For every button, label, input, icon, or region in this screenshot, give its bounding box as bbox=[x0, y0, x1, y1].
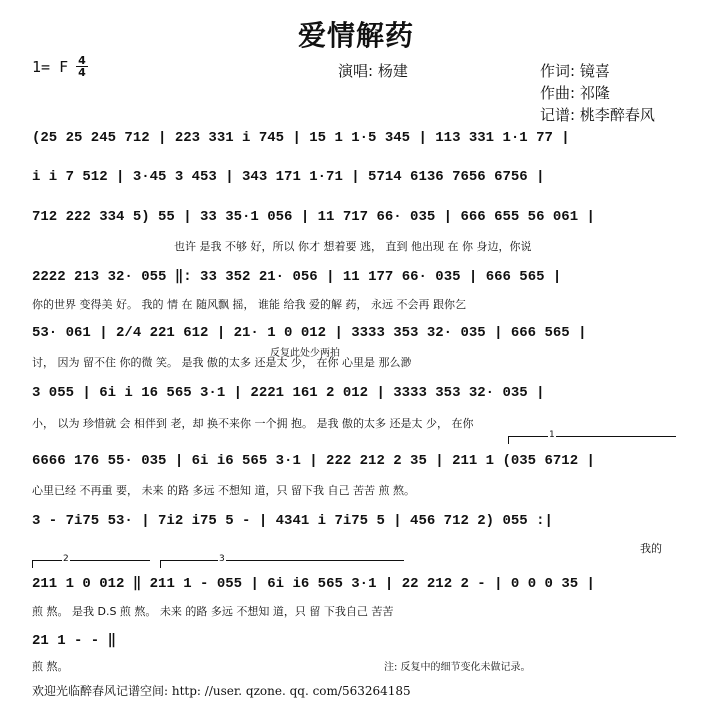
score-line-7: 6666 176 55· 035 | 6i i6 565 3·1 | 222 212 2 35 | 211 1 (035 6712 | bbox=[32, 453, 595, 469]
transcriber-credit: 记谱: 桃李醉春风 bbox=[540, 106, 655, 124]
volta-number-2: 2 bbox=[63, 554, 69, 564]
score-line-2: i i 7 512 | 3·45 3 453 | 343 171 1·71 | 5714 6136 7656 6756 | bbox=[32, 169, 545, 185]
lyric-line-4: 你的世界 变得美 好。 我的 情 在 随风飘 摇， 谁能 给我 爱的解 药， 永远 不会再 跟你乞 bbox=[32, 298, 466, 311]
footer-link-text: 欢迎光临醉春风记谱空间: http: //user. qzone. qq. com/563264185 bbox=[32, 684, 411, 698]
volta-bracket-2 bbox=[32, 560, 150, 561]
volta-number-1: 1 bbox=[549, 430, 555, 440]
breath-annotation: 反复此处少两拍 bbox=[270, 348, 340, 359]
score-line-4: 2222 213 32· 055 ‖: 33 352 21· 056 | 11 177 66· 035 | 666 565 | bbox=[32, 269, 562, 285]
volta-bracket-3-tick bbox=[160, 560, 161, 568]
footnote: 注: 反复中的细节变化未做记录。 bbox=[384, 662, 531, 673]
lyric-line-10: 煎 熬。 bbox=[32, 660, 69, 673]
time-signature-top: 4 bbox=[76, 55, 88, 67]
volta-number-3: 3 bbox=[219, 554, 225, 564]
lyric-line-5: 讨， 因为 留不住 你的微 笑。 是我 傲的太多 还是太 少， 在你 心里是 那么渺 bbox=[32, 356, 412, 369]
score-line-6: 3 055 | 6i i 16 565 3·1 | 2221 161 2 012 | 3333 353 32· 035 | bbox=[32, 385, 545, 401]
lyric-line-6: 小， 以为 珍惜就 会 相伴到 老，却 换不来你 一个拥 抱。 是我 傲的太多 还是太 少， 在你 bbox=[32, 417, 474, 430]
time-signature bbox=[76, 55, 88, 78]
page-title: 爱情解药 bbox=[297, 19, 414, 52]
volta-bracket-1 bbox=[508, 436, 676, 437]
singer-credit: 演唱: 杨建 bbox=[338, 62, 408, 80]
volta-bracket-2-tick bbox=[32, 560, 33, 568]
key-signature: 1= F bbox=[32, 58, 69, 76]
lyric-line-9: 煎 熬。 是我 D.S 煎 熬。 未来 的路 多远 不想知 道，只 留 下我自己 苦苦 bbox=[32, 605, 394, 618]
time-signature-bottom: 4 bbox=[78, 66, 86, 79]
lyric-line-8: 我的 bbox=[640, 542, 662, 555]
composer-credit: 作曲: 祁隆 bbox=[540, 84, 610, 102]
volta-bracket-3 bbox=[160, 560, 404, 561]
lyric-line-3: 也许 是我 不够 好，所以 你才 想着要 逃， 直到 他出现 在 你 身边，你说 bbox=[174, 240, 532, 253]
score-line-8: 3 - 7i75 53· | 7i2 i75 5 - | 4341 i 7i75 5 | 456 712 2) 055 :| bbox=[32, 513, 553, 529]
score-line-10: 21 1 - - ‖ bbox=[32, 633, 117, 649]
volta-bracket-1-tick bbox=[508, 436, 509, 444]
score-line-9: 211 1 0 012 ‖ 211 1 - 055 | 6i i6 565 3·1 | 22 212 2 - | 0 0 0 35 | bbox=[32, 576, 595, 592]
score-line-3: 712 222 334 5) 55 | 33 35·1 056 | 11 717 66· 035 | 666 655 56 061 | bbox=[32, 209, 595, 225]
lyric-line-7: 心里已经 不再重 要， 未来 的路 多远 不想知 道，只 留下我 自己 苦苦 煎 熬。 bbox=[32, 484, 415, 497]
lyricist-credit: 作词: 镜喜 bbox=[540, 62, 610, 80]
score-line-1: (25 25 245 712 | 223 331 i 745 | 15 1 1·5 345 | 113 331 1·1 77 | bbox=[32, 130, 570, 146]
score-line-5: 53· 061 | 2/4 221 612 | 21· 1 0 012 | 3333 353 32· 035 | 666 565 | bbox=[32, 325, 587, 341]
